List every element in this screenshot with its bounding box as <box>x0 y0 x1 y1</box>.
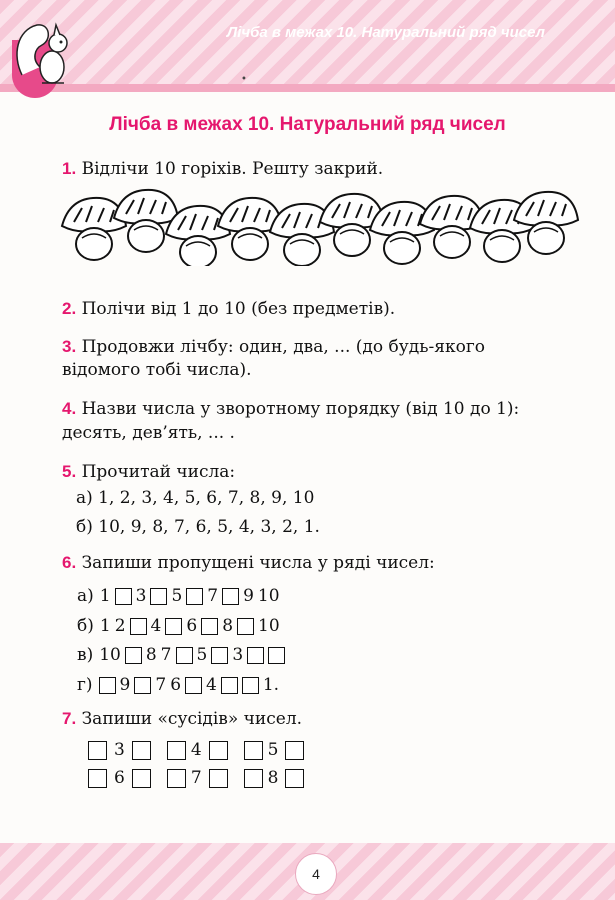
task-number: 5. <box>62 462 77 481</box>
task-number: 7. <box>62 709 77 728</box>
sequence-number: 9 <box>243 586 254 606</box>
answer-box[interactable] <box>221 677 238 694</box>
task-text-line1: Продовжи лічбу: один, два, ... (до будь-якого <box>81 337 485 357</box>
sequence-number: 7 <box>160 645 172 665</box>
answer-box[interactable] <box>201 618 218 635</box>
sequence-number: 10 <box>257 586 280 606</box>
task-text: Прочитай числа: <box>81 462 236 482</box>
task-number: 2. <box>62 299 77 318</box>
answer-box[interactable] <box>99 677 116 694</box>
sequence-number: 6 <box>186 616 198 636</box>
answer-box[interactable] <box>176 647 193 664</box>
task-text-line2: відомого тобі числа). <box>62 360 252 380</box>
header-title: Лічба в межах 10. Натуральний ряд чисел <box>226 24 545 41</box>
task-1 <box>62 158 383 180</box>
sequence-number: 7 <box>207 586 219 606</box>
decorative-dot: • <box>241 74 247 85</box>
answer-box[interactable] <box>186 588 203 605</box>
neighbors-row <box>84 768 308 788</box>
sequence-row <box>77 586 282 606</box>
sequence-number: 10 <box>99 645 121 665</box>
sequence-number: 1 <box>99 586 111 606</box>
sequence-number: 10 <box>258 616 280 636</box>
page-title: Лічба в межах 10. Натуральний ряд чисел <box>109 114 506 135</box>
answer-box[interactable] <box>185 677 202 694</box>
task-text: Полічи від 1 до 10 (без предметів). <box>81 299 396 319</box>
task-3 <box>62 336 485 358</box>
task-text: Відлічи 10 горіхів. Решту закрий. <box>81 159 384 179</box>
task-4-cont <box>62 423 235 444</box>
row-label: г) <box>77 675 93 695</box>
task-6 <box>62 552 435 574</box>
sequence-number: 5 <box>171 586 183 606</box>
answer-box[interactable] <box>285 741 304 760</box>
neighbors-row <box>84 740 308 760</box>
sequence-number: 8 <box>145 645 157 665</box>
answer-box[interactable] <box>242 677 259 694</box>
sequence-number: 9 <box>119 675 131 695</box>
row-label: а) <box>77 586 94 606</box>
sequence-number: 1 <box>99 616 111 636</box>
task-5-a: а) 1, 2, 3, 4, 5, 6, 7, 8, 9, 10 <box>76 488 315 508</box>
task-text-line1: Назви числа у зворотному порядку (від 10 до 1): <box>81 399 520 419</box>
answer-box[interactable] <box>222 588 239 605</box>
neighbor-number: 5 <box>267 740 279 760</box>
answer-box[interactable] <box>125 647 142 664</box>
answer-box[interactable] <box>165 618 182 635</box>
answer-box[interactable] <box>167 769 186 788</box>
task-5 <box>62 461 235 483</box>
task-text: Запиши пропущені числа у ряді чисел: <box>81 553 435 573</box>
answer-box[interactable] <box>115 588 132 605</box>
task-number: 3. <box>62 337 77 356</box>
sequence-number: 4 <box>150 616 162 636</box>
answer-box[interactable] <box>285 769 304 788</box>
neighbor-number: 7 <box>190 768 202 788</box>
answer-box[interactable] <box>247 647 264 664</box>
sequence-number: 3 <box>135 586 147 606</box>
sequence-number: 6 <box>170 675 182 695</box>
sequence-number: 5 <box>196 645 208 665</box>
answer-box[interactable] <box>134 677 151 694</box>
sequence-number: 3 <box>232 645 244 665</box>
answer-box[interactable] <box>88 741 107 760</box>
answer-box[interactable] <box>132 741 151 760</box>
task-number: 1. <box>62 159 77 178</box>
answer-box[interactable] <box>167 741 186 760</box>
neighbor-number: 4 <box>190 740 202 760</box>
task-number: 4. <box>62 399 77 418</box>
answer-box[interactable] <box>244 769 263 788</box>
row-label: б) <box>77 616 94 636</box>
page-number: 4 <box>295 853 337 895</box>
task-text-line2: десять, дев’ять, ... . <box>62 423 235 443</box>
sequence-row <box>77 616 282 636</box>
task-2 <box>62 298 395 320</box>
answer-box[interactable] <box>237 618 254 635</box>
hazelnuts-illustration <box>60 186 580 266</box>
sequence-number: 2 <box>114 616 126 636</box>
answer-box[interactable] <box>130 618 147 635</box>
task-7 <box>62 708 302 730</box>
header-band <box>0 0 615 84</box>
answer-box[interactable] <box>88 769 107 788</box>
task-4 <box>62 398 519 420</box>
neighbor-number: 6 <box>114 768 125 788</box>
task-text: Запиши «сусідів» чисел. <box>81 709 303 729</box>
neighbor-number: 8 <box>267 768 279 788</box>
task-number: 6. <box>62 553 77 572</box>
sequence-row <box>77 645 287 665</box>
answer-box[interactable] <box>209 769 228 788</box>
answer-box[interactable] <box>132 769 151 788</box>
task-5-b: б) 10, 9, 8, 7, 6, 5, 4, 3, 2, 1. <box>76 517 320 537</box>
row-label: в) <box>77 645 94 665</box>
answer-box[interactable] <box>150 588 167 605</box>
answer-box[interactable] <box>211 647 228 664</box>
sequence-number: 8 <box>222 616 234 636</box>
answer-box[interactable] <box>209 741 228 760</box>
answer-box[interactable] <box>244 741 263 760</box>
neighbor-number: 3 <box>114 740 125 760</box>
sequence-row <box>77 675 281 695</box>
sequence-number: 1. <box>262 675 280 695</box>
answer-box[interactable] <box>268 647 285 664</box>
sequence-number: 4 <box>206 675 217 695</box>
task-3-cont <box>62 360 252 381</box>
squirrel-icon <box>12 5 82 100</box>
header-strip <box>0 84 615 92</box>
sequence-number: 7 <box>155 675 167 695</box>
